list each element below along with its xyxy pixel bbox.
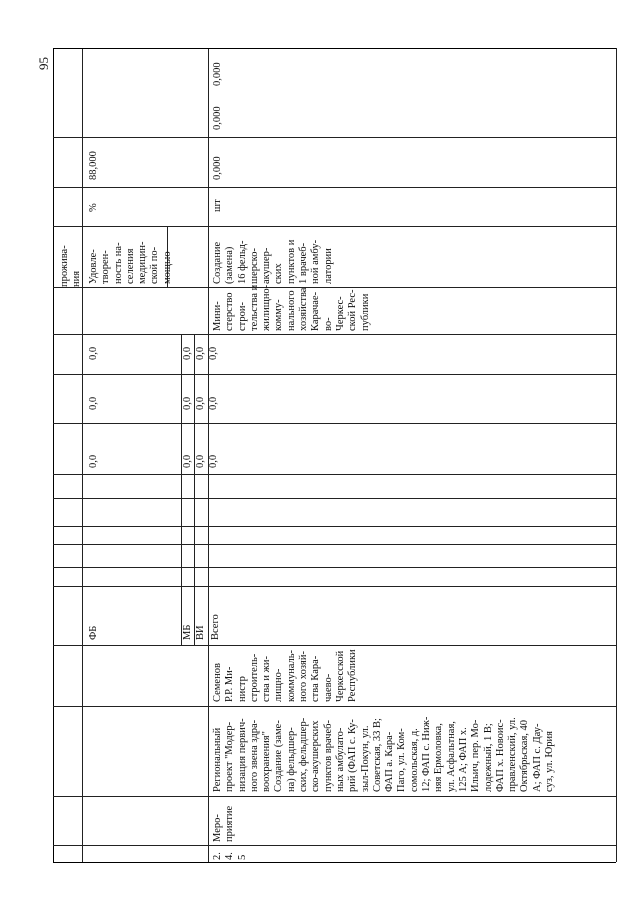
- table-rule: [53, 862, 616, 863]
- table-rule: [53, 48, 616, 49]
- mb-c1: 0,0: [182, 454, 193, 468]
- table-rule: [53, 526, 616, 527]
- indicator-v2: 0,000: [212, 106, 223, 130]
- fb-c1: 0,0: [88, 454, 99, 468]
- table-rule: [53, 544, 616, 545]
- table-rule: [53, 498, 616, 499]
- table-rule: [616, 48, 617, 862]
- total-c3: 0,0: [208, 346, 219, 360]
- table-rule: [53, 423, 616, 424]
- ministry-text: Мини- стерство строи- тельства и жилищно- комму- нального хозяйства Карачае- во- Черкес- ской Рес- публики: [212, 284, 371, 331]
- mb-c2: 0,0: [182, 396, 193, 410]
- description-text: Региональный проект "Модер- низация первич- ного звена здра- воохранения" Создание (заме- на) фельдшер- ских, фельдшер- ско-акушерских пунктов врачеб- ных амбулато- рий (ФАП с. Ку- зыл-Покун, ул. Советская, 33 В; ФАП а. Кара- Паго, ул. Ком- сомольская, д. 12; ФАП с. Ниж- няя Ермоловка, ул. Асфальтная, 125 А; ФАП х. Ильич, пер. Мо- лодежный, 1 В; ФАП х. Новоис- правленский, ул. Октябрьская, 40 А; ФАП с. Дау- суз, ул. Юрия: [212, 716, 556, 792]
- table-rule: [53, 187, 616, 188]
- total-c2: 0,0: [208, 396, 219, 410]
- residence-text: прожива- ния: [59, 245, 83, 287]
- indicator-text: Удовле- творен- ность на- селения медицин- ской по- мощью: [88, 241, 173, 284]
- total-label: Всего: [210, 614, 221, 640]
- table-rule: [194, 334, 195, 646]
- table-rule: [53, 796, 616, 797]
- total-c1: 0,0: [208, 454, 219, 468]
- indicator-value: 88,000: [88, 151, 99, 180]
- table-rule: [53, 567, 616, 568]
- table-rule: [53, 845, 616, 846]
- table-rule: [53, 374, 616, 375]
- row-number: 2. 4. 5: [212, 852, 248, 860]
- vi-c3: 0,0: [195, 346, 206, 360]
- vi-label: ВИ: [195, 625, 206, 640]
- table-rule: [181, 334, 182, 646]
- table-rule: [53, 706, 616, 707]
- fb-label: ФБ: [88, 625, 99, 640]
- fb-c2: 0,0: [88, 396, 99, 410]
- indicator-v1: 0,000: [212, 156, 223, 180]
- indicator-v3: 0,000: [212, 62, 223, 86]
- indicator-unit: %: [88, 203, 99, 212]
- result-text: Создание (замена) 16 фельд- шерско- акушер- ских пунктов и 1 врачеб- ной амбу- латории: [212, 239, 334, 284]
- table-rule: [53, 137, 616, 138]
- result-unit: шт: [212, 199, 223, 212]
- table-rule: [53, 48, 54, 862]
- page-number: 95: [36, 57, 51, 70]
- vi-c2: 0,0: [195, 396, 206, 410]
- table-rule: [53, 645, 616, 646]
- table-rule: [53, 226, 616, 227]
- responsible-text: Семенов Р.Р. Ми- нистр строитель- ства и жи- лищно- коммуналь- ного хозяй- ства Кара- чаево- Черкесской Республики: [212, 649, 359, 702]
- vi-c1: 0,0: [195, 454, 206, 468]
- row-type: Меро- приятие: [212, 805, 236, 842]
- fb-c3: 0,0: [88, 346, 99, 360]
- mb-c3: 0,0: [182, 346, 193, 360]
- table-rule: [82, 48, 83, 862]
- mb-label: МБ: [182, 624, 193, 640]
- table-rule: [53, 586, 616, 587]
- table-rule: [53, 334, 616, 335]
- table-rule: [53, 474, 616, 475]
